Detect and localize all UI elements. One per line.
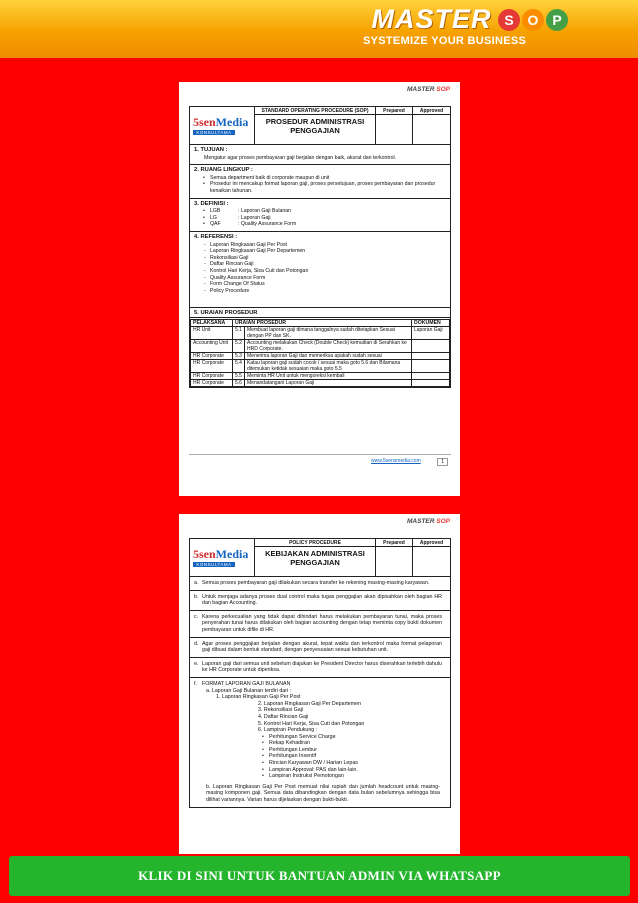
mini-logo-word: MASTER — [407, 518, 435, 525]
mini-logo — [407, 518, 450, 525]
item-text: Semua proses pembayaran gaji dilakukan secara transfer ke rekening masing-masing karyawan. — [202, 580, 430, 586]
format-item-b: b. Laporan Ringkasan Gaji Per Post memuat nilai rupiah dan jumlah headcount untuk masing-masing komponen gaji. Semua data dibandingkan dengan data bulan sebelumnya sehingga bisa dilihat variannya. Varian harus dijelaskan dengan bukti-bukti. — [206, 783, 440, 804]
cell-pelaksana: HR Corporate — [191, 372, 233, 379]
item-text: Laporan gaji dari semua unit sebelum diajukan ke President Director harus diserahkan terlebih dahulu ke HR Corporate untuk diperiksa. — [202, 660, 442, 674]
col-dokumen: DOKUMEN — [412, 319, 450, 326]
item-letter: c. — [194, 613, 199, 620]
mini-logo-word: MASTER — [407, 86, 435, 93]
cell-uraian: Kalau laporan gaji sudah cocok / sesuai maka goto 5.6 dan Bilamana ditemukan ketidak sesuaian maka goto 5.5 — [245, 359, 412, 372]
brand-sub: KONSULTAMA — [193, 562, 235, 567]
cell-step: 5.2 — [233, 339, 245, 352]
item-text: Karena perkecualian yang tidak dapat dihindari harus melakukan pembayaran tunai, maka proses penyerahan tunai harus dilakukan oleh bagian accounting dengan tetap meminta copy bukti dokumen pembayaran untuk difile di HR. — [202, 613, 442, 633]
item-letter: d. — [194, 640, 199, 647]
format-heading: FORMAT LAPORAN GAJI BULANAN — [202, 680, 291, 687]
page-footer — [189, 454, 451, 465]
policy-item — [190, 658, 450, 678]
section-referensi — [190, 232, 450, 308]
brand-a: 5sen — [193, 115, 216, 129]
cell-dokumen — [412, 379, 450, 386]
mini-logo-sop: SOP — [436, 518, 450, 525]
prepared-label: Prepared — [376, 539, 412, 547]
format-line: 1. Laporan Ringkasan Gaji Per Post — [216, 694, 301, 701]
list-item: • Semua department baik di corporate maupun di unit — [194, 175, 446, 182]
cell-dokumen — [412, 372, 450, 379]
logo-letter-o: O — [522, 9, 544, 31]
mastersop-logo[interactable] — [372, 4, 568, 35]
doc-header — [190, 539, 450, 577]
document-page-1 — [179, 82, 460, 496]
section-text: Mengatur agar proses pembayaran gaji berjalan dengan baik, akurat dan terkontrol. — [204, 154, 397, 161]
section-heading: 5. URAIAN PROSEDUR — [190, 308, 450, 318]
format-line: 6. Lampiran Pendukung : — [258, 727, 318, 734]
doc-title: KEBIJAKAN ADMINISTRASI PENGGAJIAN — [265, 549, 365, 567]
policy-item — [190, 577, 450, 591]
policy-item — [190, 591, 450, 611]
cell-step: 5.1 — [233, 326, 245, 339]
logo-word: MASTER — [371, 4, 492, 34]
col-uraian: URAIAN PROSEDUR — [233, 319, 412, 326]
policy-item — [190, 638, 450, 658]
table-row — [191, 352, 450, 359]
table-row — [191, 379, 450, 386]
table-row — [191, 326, 450, 339]
cell-pelaksana: HR Corporate — [191, 379, 233, 386]
section-uraian — [190, 308, 450, 387]
definition-value: : Laporan Gaji — [238, 214, 271, 221]
cell-pelaksana: HR Corporate — [191, 352, 233, 359]
lampiran-item: • Rekap Kehadiran — [194, 740, 446, 747]
lampiran-item: • Perhitungan Lembur — [194, 747, 446, 754]
document-page-2 — [179, 514, 460, 854]
table-row — [191, 359, 450, 372]
section-heading: 4. REFERENSI : — [194, 233, 238, 240]
lampiran-item: • Lampiran Instruksi Pemotongan — [194, 773, 446, 780]
cell-pelaksana: HR Corporate — [191, 359, 233, 372]
definition-item — [194, 221, 446, 228]
policy-document — [189, 538, 451, 808]
cell-uraian: Menandatangani Laporan Gaji — [245, 379, 412, 386]
item-letter: a. — [194, 580, 199, 586]
cell-pelaksana: Accounting Unit — [191, 339, 233, 352]
reference-item: - Daftar Rincian Gaji — [194, 261, 446, 268]
footer-url[interactable]: www.5sensmedia.com — [371, 458, 421, 464]
whatsapp-help-button[interactable]: KLIK DI SINI UNTUK BANTUAN ADMIN VIA WHATSAPP — [9, 856, 630, 896]
reference-item: - Policy Procedure — [194, 288, 446, 295]
cell-step: 5.6 — [233, 379, 245, 386]
brand-sub: KONSULTAMA — [193, 130, 235, 135]
procedure-table — [190, 319, 450, 387]
lampiran-item: • Lampiran Approval: PAS dan lain-lain. — [194, 767, 446, 774]
cell-uraian: Accounting melakukan Check (Double Check) kemudian di Serahkan ke HRD Corporate. — [245, 339, 412, 352]
cell-step: 5.4 — [233, 359, 245, 372]
company-logo — [190, 107, 255, 144]
cell-dokumen — [412, 339, 450, 352]
col-pelaksana: PELAKSANA — [191, 319, 233, 326]
section-tujuan — [190, 145, 450, 165]
section-heading: 3. DEFINISI : — [194, 200, 229, 207]
brand-b: Media — [215, 115, 249, 129]
cell-dokumen: Laporan Gaji — [412, 326, 450, 339]
logo-letter-s: S — [498, 9, 520, 31]
item-letter: e. — [194, 660, 199, 667]
reference-item: - Quality Assurance Form — [194, 275, 446, 282]
site-header — [0, 0, 638, 58]
reference-item: - Laporan Ringkasan Gaji Per Post — [194, 242, 446, 249]
reference-item: - Laporan Ringkasan Gaji Per Departemen — [194, 248, 446, 255]
item-text: Agar proses penggajian berjalan dengan akurat, tepat waktu dan terkontrol maka format pelaporan gaji dibuat dalam bentuk standard, dengan penyesuaian sesuai kebutuhan unit. — [202, 640, 442, 654]
cell-uraian: Membuat laporan gaji dimana tanggalnya sudah ditetapkan Sesuai dengan PP dan SK. — [245, 326, 412, 339]
brand-a: 5sen — [193, 547, 216, 561]
definition-term: • LGB — [210, 208, 221, 215]
policy-item — [190, 611, 450, 638]
section-heading: 2. RUANG LINGKUP : — [194, 167, 253, 174]
sop-caption: STANDARD OPERATING PROCEDURE (SOP) — [255, 107, 375, 115]
reference-item: - Rekonsiliasi Gaji — [194, 255, 446, 262]
definition-term: • LG — [210, 214, 217, 221]
approved-label: Approved — [413, 539, 450, 547]
format-line: 5. Kontrol Hari Kerja, Sisa Cuti dan Potongan — [258, 720, 365, 727]
brand-b: Media — [215, 547, 249, 561]
definition-value: : Laporan Gaji Bulanan — [238, 208, 292, 215]
cell-uraian: Menerima laporan Gaji dan memeriksa apakah sudah sesuai — [245, 352, 412, 359]
reference-item: - Form Change Of Status — [194, 281, 446, 288]
tagline: SYSTEMIZE YOUR BUSINESS — [363, 35, 527, 47]
table-row — [191, 339, 450, 352]
cell-step: 5.3 — [233, 352, 245, 359]
cell-pelaksana: HR Unit — [191, 326, 233, 339]
policy-item-format — [190, 678, 450, 807]
format-line: 3. Rekonsiliasi Gaji — [258, 707, 304, 714]
list-item: • Prosedur ini mencakup format laporan gaji, proses persetujuan, proses pembayaran dan prosedur kenaikan tahunan. — [194, 181, 446, 194]
item-letter: b. — [194, 593, 199, 600]
table-row — [191, 372, 450, 379]
cell-dokumen — [412, 352, 450, 359]
sop-document — [189, 106, 451, 388]
prepared-label: Prepared — [376, 107, 412, 115]
lampiran-item: • Perhitungan Insentif — [194, 753, 446, 760]
reference-item: - Kontrol Hari Kerja, Sisa Cuti dan Potongan — [194, 268, 446, 275]
logo-letter-p: P — [546, 9, 568, 31]
definition-value: : Quality Assurance Form — [238, 221, 297, 228]
definition-item — [194, 215, 446, 222]
definition-item — [194, 208, 446, 215]
page-number: 1 — [437, 458, 448, 466]
section-definisi — [190, 199, 450, 232]
doc-title: PROSEDUR ADMINISTRASI PENGGAJIAN — [265, 117, 365, 135]
item-letter: f. — [194, 680, 197, 687]
cell-step: 5.5 — [233, 372, 245, 379]
section-heading: 1. TUJUAN : — [194, 147, 228, 153]
cell-dokumen — [412, 359, 450, 372]
company-logo — [190, 539, 255, 576]
cell-uraian: Meminta HR Unit untuk mengoreksi kembali — [245, 372, 412, 379]
doc-header — [190, 107, 450, 145]
format-line: 2. Laporan Ringkasan Gaji Per Departemen — [258, 700, 362, 707]
item-text: Untuk menjaga adanya proses dual control maka tugas penggajian akan dipisahkan oleh bagian HR dan bagian Accounting. — [202, 593, 442, 607]
format-sub: a. Laporan Gaji Bulanan terdiri dari : — [206, 687, 292, 694]
approved-label: Approved — [413, 107, 450, 115]
mini-logo-sop: SOP — [436, 86, 450, 93]
section-ruang-lingkup — [190, 165, 450, 198]
mini-logo — [407, 86, 450, 93]
policy-caption: POLICY PROCEDURE — [255, 539, 375, 547]
lampiran-item: • Perhitungan Service Charge — [194, 734, 446, 741]
definition-term: • QAF — [210, 221, 221, 228]
format-line: 4. Daftar Rincian Gaji — [258, 713, 309, 720]
lampiran-item: • Rincian Karyawan DW / Harian Lepas — [194, 760, 446, 767]
